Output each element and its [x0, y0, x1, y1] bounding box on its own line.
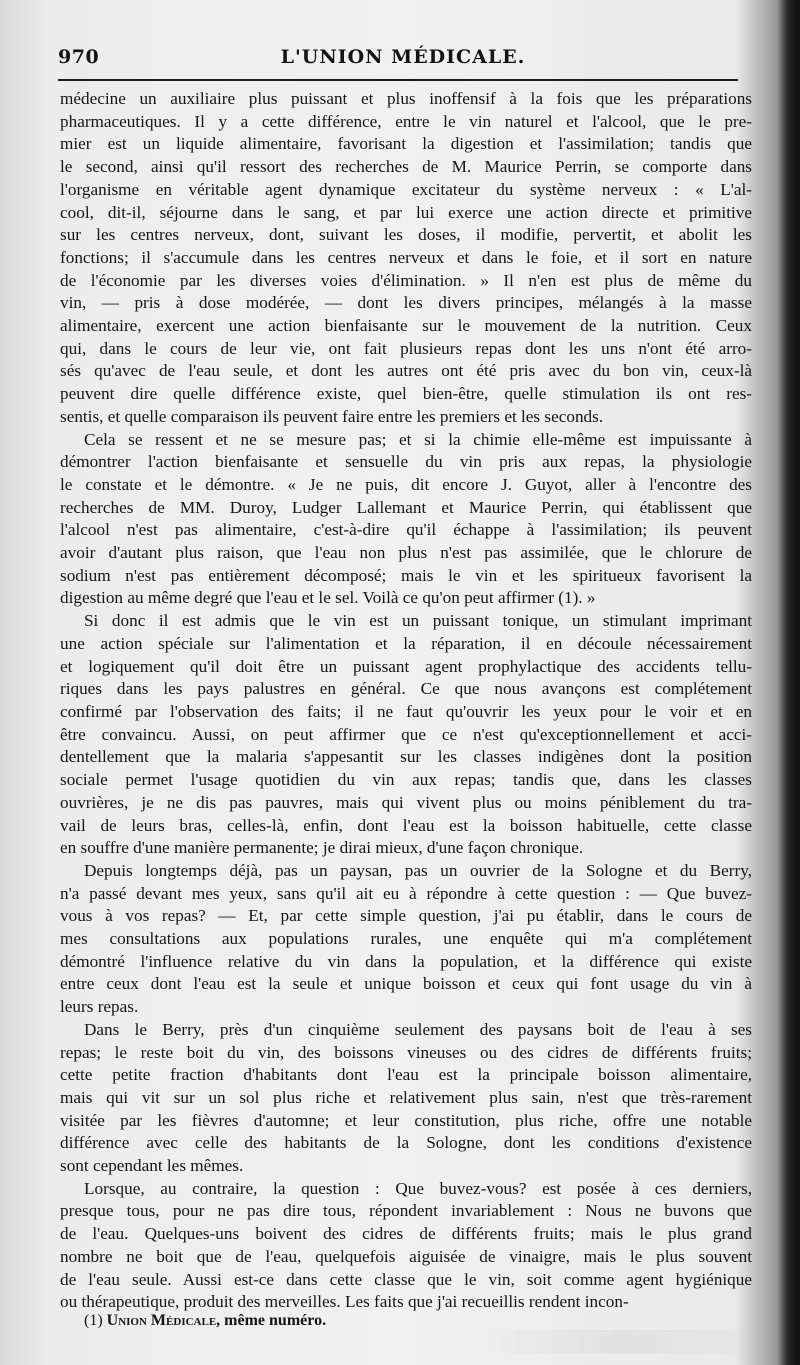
- paragraph: [60, 88, 752, 429]
- text-line: en souffre d'une manière permanente; je dirai mieux, d'une façon chronique.: [60, 838, 584, 858]
- text-line: dentellement que la malaria s'appesantit sur les classes indigènes dont la position: [60, 747, 752, 767]
- paragraph: [60, 860, 752, 1019]
- text-line: mais qui vit sur un sol plus riche et relativement plus sain, n'est que très-rarement: [60, 1087, 752, 1107]
- text-line: être convaincu. Aussi, on peut affirmer que ce n'est qu'exceptionnellement et acci-: [60, 724, 752, 744]
- text-line: Depuis longtemps déjà, pas un paysan, pas un ouvrier de la Sologne et du Berry,: [84, 860, 752, 880]
- text-line: le second, ainsi qu'il ressort des recherches de M. Maurice Perrin, se comporte dans: [60, 157, 752, 177]
- text-line: de l'eau seule. Aussi est-ce dans cette classe que le vin, soit comme agent hygiénique: [60, 1269, 752, 1289]
- text-line: et logiquement qu'il doit être un puissant agent prophylactique des accidents tellu-: [60, 656, 752, 676]
- running-title: L'UNION MÉDICALE.: [280, 46, 526, 68]
- text-line: pharmaceutiques. Il y a cette différence, entre le vin naturel et l'alcool, que le pre-: [60, 111, 752, 131]
- paragraph: [60, 429, 752, 611]
- text-line: démontrer l'action bienfaisante et sensuelle du vin pris aux repas, la physiologie: [60, 452, 752, 472]
- text-line: l'alcool n'est pas alimentaire, c'est-à-dire qu'il échappe à l'assimilation; ils peuvent: [60, 520, 752, 540]
- text-line: avoir d'autant plus raison, que l'eau non plus n'est pas assimilée, que le chlorure de: [60, 543, 752, 563]
- text-line: alimentaire, exercent une action bienfaisante sur le mouvement de la nutrition. Ceux: [60, 316, 752, 336]
- text-line: sodium n'est pas entièrement décomposé; mais le vin et les spiritueux favorisent la: [60, 565, 752, 585]
- text-line: différence avec celle des habitants de la Sologne, dont les conditions d'existence: [60, 1133, 752, 1153]
- text-line: sociale permet l'usage quotidien du vin aux repas; tandis que, dans les classes: [60, 770, 752, 790]
- text-line: sont cependant les mêmes.: [60, 1156, 244, 1176]
- text-line: digestion au même degré que l'eau et le sel. Voilà ce qu'on peut affirmer (1). »: [60, 588, 596, 608]
- paragraph: [60, 610, 752, 860]
- text-line: repas; le reste boit du vin, des boissons vineuses ou des cidres de différents fruits;: [60, 1042, 752, 1062]
- text-line: presque tous, pour ne pas dire tous, répondent invariablement : Nous ne buvons que: [60, 1201, 752, 1221]
- text-line: ouvrières, je ne dis pas pauvres, mais qui vivent plus ou moins péniblement du tra-: [60, 792, 752, 812]
- footnote: [84, 1312, 326, 1330]
- header-rule: [58, 79, 738, 81]
- text-line: nombre ne boit que de l'eau, quelquefois aiguisée de vinaigre, mais le plus souvent: [60, 1246, 752, 1266]
- text-line: vail de leurs bras, celles-là, enfin, dont l'eau est la boisson habituelle, cette classe: [60, 815, 752, 835]
- text-line: leurs repas.: [60, 997, 139, 1017]
- text-line: sur les centres nerveux, dont, suivant les doses, il modifie, pervertit, et abolit les: [60, 225, 752, 245]
- text-line: vous à vos repas? — Et, par cette simple question, j'ai pu établir, dans le cours de: [60, 906, 752, 926]
- text-line: mier est un liquide alimentaire, favorisant la digestion et l'assimilation; tandis que: [60, 134, 752, 154]
- text-line: recherches de MM. Duroy, Ludger Lallemant et Maurice Perrin, qui établissent que: [60, 497, 752, 517]
- paragraph: [60, 1019, 752, 1178]
- text-line: démontré l'influence relative du vin dans la population, et la différence qui existe: [60, 951, 752, 971]
- text-line: n'a passé devant mes yeux, sans qu'il ait eu à répondre à cette question : — Que buvez-: [60, 883, 752, 903]
- footnote-source: Union Médicale: [106, 1312, 217, 1329]
- page-header: [58, 46, 748, 74]
- text-line: Dans le Berry, près d'un cinquième seulement des paysans boit de l'eau à ses: [84, 1019, 752, 1039]
- text-line: Cela se ressent et ne se mesure pas; et si la chimie elle-même est impuissante à: [84, 429, 752, 449]
- text-line: mes consultations aux populations rurales, une enquête qui m'a complétement: [60, 929, 752, 949]
- book-spine-shadow: [778, 0, 800, 1365]
- text-line: ou thérapeutique, produit des merveilles. Les faits que j'ai recueillis rendent incon-: [60, 1292, 629, 1312]
- article-body: [60, 88, 752, 1314]
- footnote-marker: (1): [84, 1312, 103, 1329]
- text-line: une action spéciale sur l'alimentation et la réparation, il en découle nécessairement: [60, 633, 752, 653]
- show-through-shading: [470, 1330, 770, 1354]
- text-line: l'organisme en véritable agent dynamique excitateur du système nerveux : « L'al-: [60, 179, 752, 199]
- paragraph: [60, 1178, 752, 1314]
- text-line: Si donc il est admis que le vin est un puissant tonique, un stimulant imprimant: [84, 611, 752, 631]
- text-line: entre ceux dont l'eau est la seule et unique boisson et ceux qui font usage du vin à: [60, 974, 752, 994]
- text-line: peuvent dire quelle différence existe, quel bien-être, quelle stimulation ils ont res-: [60, 384, 752, 404]
- text-line: confirmé par l'observation des faits; il ne faut qu'ouvrir les yeux pour le voir et en: [60, 701, 752, 721]
- text-line: vin, — pris à dose modérée, — dont les divers principes, mélangés à la masse: [60, 293, 752, 313]
- text-line: sentis, et quelle comparaison ils peuvent faire entre les premiers et les seconds.: [60, 406, 604, 426]
- footnote-rest: , même numéro.: [216, 1312, 327, 1329]
- text-line: visitée par les fièvres d'automne; et leur constitution, plus riche, offre une notable: [60, 1110, 752, 1130]
- text-line: qui, dans le cours de leur vie, ont fait plusieurs repas dont les uns n'ont été arro-: [60, 338, 752, 358]
- text-line: sés qu'avec de l'eau seule, et dont les autres ont été pris avec du bon vin, ceux-là: [60, 361, 752, 381]
- text-line: cool, dit-il, séjourne dans le sang, et par lui exerce une action directe et primitive: [60, 202, 752, 222]
- text-line: de l'économie par les diverses voies d'élimination. » Il n'en est plus de même du: [60, 270, 752, 290]
- text-line: fonctions; il s'accumule dans les centres nerveux et dans le foie, et il sort en nature: [60, 247, 752, 267]
- text-line: médecine un auxiliaire plus puissant et plus inoffensif à la fois que les préparations: [60, 89, 752, 108]
- text-line: Lorsque, au contraire, la question : Que buvez-vous? est posée à ces derniers,: [84, 1178, 752, 1198]
- text-line: de l'eau. Quelques-uns boivent des cidres de différents fruits; mais le plus grand: [60, 1224, 752, 1244]
- text-line: cette petite fraction d'habitants dont l'eau est la principale boisson alimentaire,: [60, 1065, 752, 1085]
- text-line: le constate et le démontre. « Je ne puis, dit encore J. Guyot, aller à l'encontre des: [60, 474, 752, 494]
- page-number: 970: [58, 46, 100, 68]
- text-line: riques dans les pays palustres en général. Ce que nous avançons est complétement: [60, 679, 752, 699]
